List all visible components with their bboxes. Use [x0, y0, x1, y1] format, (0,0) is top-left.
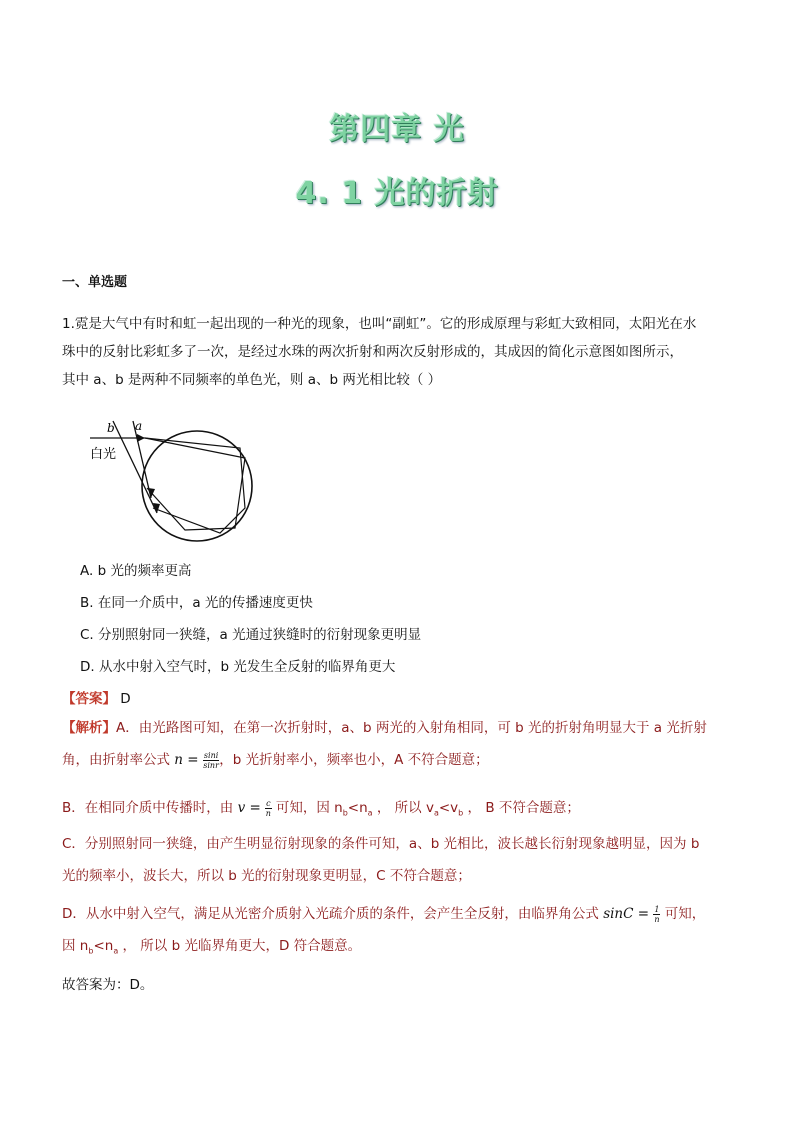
option-b: B. 在同一介质中，a 光的传播速度更快 [80, 595, 313, 611]
explanation-c: C．分别照射同一狭缝，由产生明显衍射现象的条件可知，a、b 光相比，波长越长衍射现象越明显，因为 b 光的频率小，波长大，所以 b 光的衍射现象更明显，C 不符合题意； [62, 836, 700, 884]
path-a [145, 438, 245, 530]
question-line-1: 1.霓是大气中有时和虹一起出现的一种光的现象，也叫“副虹”。它的形成原理与彩虹大致相同，太阳光在水 [62, 316, 697, 332]
fraction-sini-sinr: $\frac{\sin i}{\sin r}$ [203, 750, 219, 770]
label-white-light: 白光 [90, 447, 117, 462]
label-b: b [107, 421, 115, 435]
path-b [145, 438, 245, 533]
ray-b [113, 421, 157, 513]
explanation-d: D．从水中射入空气，满足从光密介质射入光疏介质的条件，会产生全反射，由临界角公式 sinC = $\frac{1}{n}$ 可知， 因 $n_b<n_a$ ， 所以 b 光临界角更大，D 符合题意。 [62, 904, 706, 956]
option-c: C. 分别照射同一狭缝，a 光通过狭缝时的衍射现象更明显 [80, 627, 422, 643]
fraction-1-n: $\frac{1}{n}$ [654, 904, 660, 924]
question-stem [62, 310, 734, 394]
section-title: 4. 1 光的折射 [295, 176, 499, 211]
fraction-c-n: $\frac{c}{n}$ [265, 798, 271, 818]
option-a: A. b 光的频率更高 [80, 563, 192, 579]
section-heading: 一、单选题 [62, 275, 128, 290]
answer-value: D [116, 691, 131, 707]
rainbow-diagram [85, 418, 260, 543]
option-d: D. 从水中射入空气时，b 光发生全反射的临界角更大 [80, 659, 396, 675]
chapter-title: 第四章 光 [329, 112, 465, 147]
label-a: a [135, 419, 143, 433]
question-line-3: 其中 a、b 是两种不同频率的单色光，则 a、b 两光相比较（ ） [62, 372, 442, 388]
explanation-b: B．在相同介质中传播时，由 v = $\frac{c}{n}$ 可知，因 $n_b<n_a$ ， 所以 $v_a<v_b$ ， B 不符合题意； [62, 798, 580, 818]
question-line-2: 珠中的反射比彩虹多了一次，是经过水珠的两次折射和两次反射形成的，其成因的简化示意图如图所示， [62, 344, 683, 360]
final-answer: 故答案为：D。 [62, 977, 154, 993]
explanation-tag: 【解析】 [62, 720, 116, 736]
explanation-a: 【解析】A．由光路图可知，在第一次折射时，a、b 两光的入射角相同，可 b 光的折射角明显大于 a 光折射 角，由折射率公式 n = $\frac{\sin i}{\sin r}$ ，b 光折射率小，频率也小，A 不符合题意； [62, 720, 707, 770]
answer-tag: 【答案】 [62, 691, 116, 707]
answer-line [62, 687, 131, 707]
